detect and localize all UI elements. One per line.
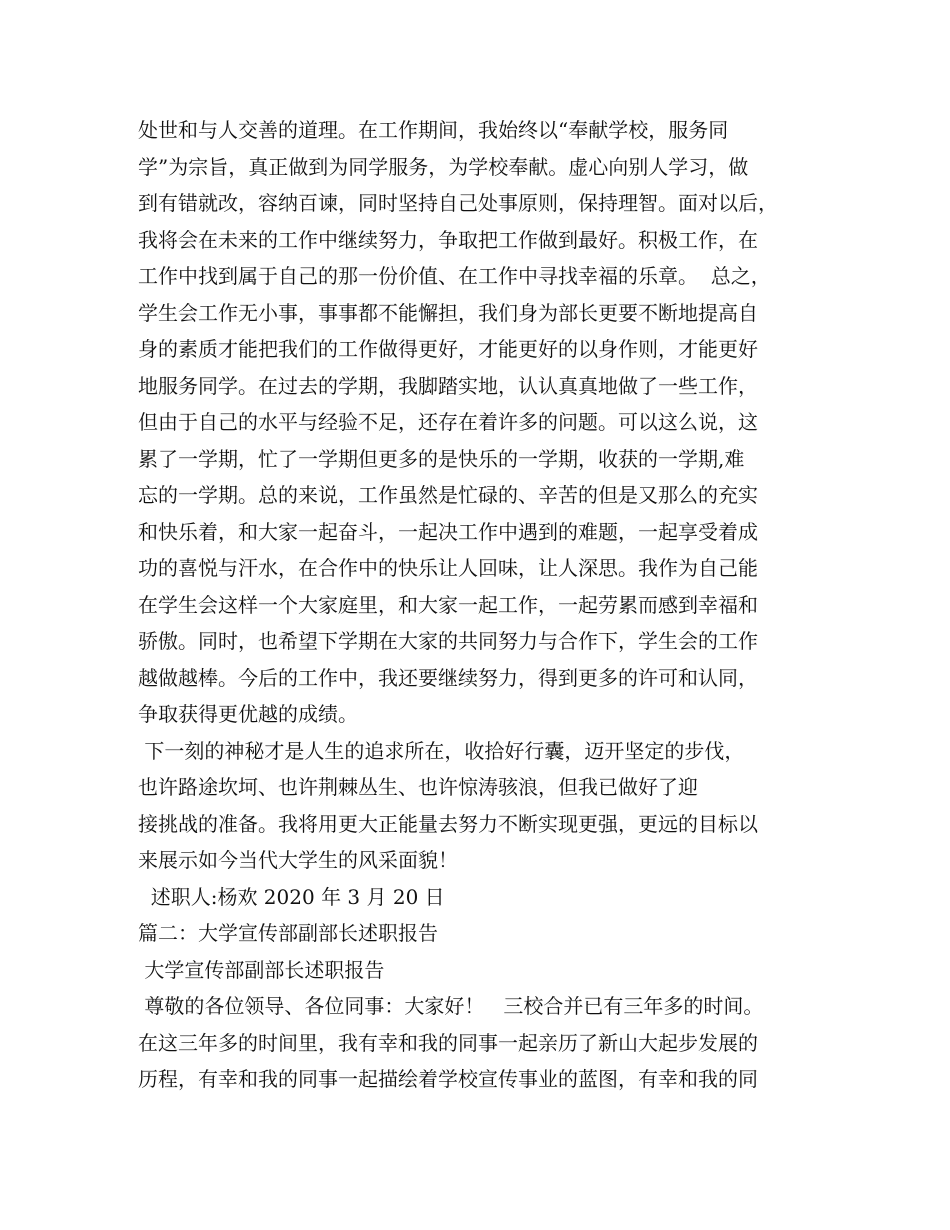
text-line: 学生会工作无小事，事事都不能懈担，我们身为部长更要不断地提高自 xyxy=(138,300,758,325)
text-line: 尊敬的各位领导、各位同事：大家好！ 三校合并已有三年多的时间。 xyxy=(138,994,764,1018)
text-line: 也许路途坎坷、也许荆棘丛生、也许惊涛骇浪，但我已做好了迎 xyxy=(138,775,698,799)
text-line: 累了一学期，忙了一学期但更多的是快乐的一学期，收获的一学期,难 xyxy=(138,446,745,471)
text-line: 在学生会这样一个大家庭里，和大家一起工作，一起劳累而感到幸福和 xyxy=(138,592,758,617)
text-line: 到有错就改，容纳百谏，同时坚持自己处事原则，保持理智。面对以后， xyxy=(138,191,778,215)
text-line: 来展示如今当代大学生的风采面貌！ xyxy=(138,848,458,872)
text-line: 忘的一学期。总的来说，工作虽然是忙碌的、辛苦的但是又那么的充实 xyxy=(138,483,758,507)
text-line: 我将会在未来的工作中继续努力，争取把工作做到最好。积极工作，在 xyxy=(138,227,758,252)
text-line: 功的喜悦与汗水，在合作中的快乐让人回味，让人深思。我作为自己能 xyxy=(138,556,758,580)
text-line: 下一刻的神秘才是人生的追求所在，收拾好行囊，迈开坚定的步伐， xyxy=(138,738,745,763)
text-line: 在这三年多的时间里，我有幸和我的同事一起亲历了新山大起步发展的 xyxy=(138,1030,758,1055)
text-line: 和快乐着，和大家一起奋斗，一起决工作中遇到的难题，一起享受着成 xyxy=(138,519,758,544)
text-line: 学”为宗旨，真正做到为同学服务，为学校奉献。虚心向别人学习，做 xyxy=(138,154,749,179)
text-line: 争取获得更优越的成绩。 xyxy=(138,702,358,726)
text-line: 骄傲。同时，也希望下学期在大家的共同努力与合作下，学生会的工作 xyxy=(138,629,758,653)
body-text xyxy=(138,112,828,1098)
text-line: 但由于自己的水平与经验不足，还存在着许多的问题。可以这么说，这 xyxy=(138,410,758,434)
text-line: 地服务同学。在过去的学期，我脚踏实地，认认真真地做了一些工作， xyxy=(138,373,758,398)
text-line: 工作中找到属于自己的那一份价值、在工作中寻找幸福的乐章。 总之， xyxy=(138,264,771,288)
text-line: 越做越棒。今后的工作中，我还要继续努力，得到更多的许可和认同， xyxy=(138,665,758,690)
signature-line: 述职人:杨欢 2020 年 3 月 20 日 xyxy=(138,884,445,909)
report-title: 大学宣传部副部长述职报告 xyxy=(138,957,385,982)
text-line: 身的素质才能把我们的工作做得更好，才能更好的以身作则，才能更好 xyxy=(138,337,758,361)
section-heading: 篇二：大学宣传部副部长述职报告 xyxy=(138,921,438,945)
text-line: 处世和与人交善的道理。在工作期间，我始终以“奉献学校，服务同 xyxy=(138,118,729,142)
text-line: 历程，有幸和我的同事一起描绘着学校宣传事业的蓝图，有幸和我的同 xyxy=(138,1067,758,1091)
text-line: 接挑战的准备。我将用更大正能量去努力不断实现更强，更远的目标以 xyxy=(138,811,758,836)
